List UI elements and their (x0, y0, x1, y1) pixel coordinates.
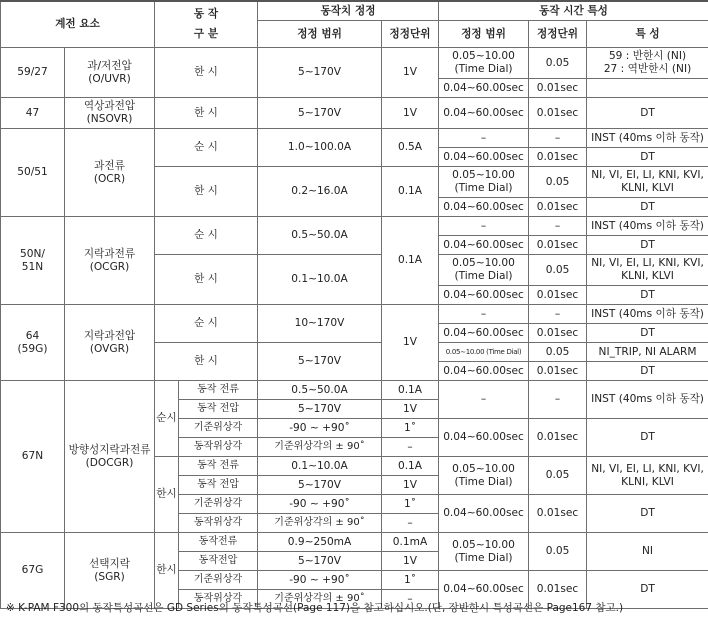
time-unit-cell: 0.01sec (529, 495, 587, 533)
table-row (1, 217, 708, 236)
setting-unit-cell: 0.1mA (382, 533, 439, 552)
setting-unit-cell: 0.1A (382, 381, 439, 400)
sub-item-cell: 동작전압 (179, 552, 258, 571)
header-time-group: 동작 시간 특성 (439, 1, 708, 21)
feature-cell: INST (40ms 이하 동작) (587, 217, 708, 236)
setting-unit-cell: 0.1A (382, 217, 439, 305)
time-range-cell: 0.04∼60.00sec (439, 286, 529, 305)
time-unit-cell: 0.05 (529, 167, 587, 198)
table-row (1, 48, 708, 79)
setting-range-cell: -90 ∼ +90˚ (258, 419, 382, 438)
feature-cell: DT (587, 362, 708, 381)
feature-cell: NI, VI, EI, LI, KNI, KVI, KLNI, KLVI (587, 167, 708, 198)
time-unit-cell: 0.01sec (529, 236, 587, 255)
setting-range-cell: 1.0∼100.0A (258, 129, 382, 167)
name-cell: 방향성지락과전류 (DOCGR) (65, 381, 155, 533)
setting-range-cell: -90 ∼ +90˚ (258, 571, 382, 590)
name-cell: 과/저전압 (O/UVR) (65, 48, 155, 98)
code-cell: 64 (59G) (1, 305, 65, 381)
name-cell: 지락과전류 (OCGR) (65, 217, 155, 305)
setting-range-cell: 5∼170V (258, 400, 382, 419)
setting-unit-cell: 1V (382, 476, 439, 495)
time-range-cell: 0.05∼10.00 (Time Dial) (439, 255, 529, 286)
time-unit-cell: 0.05 (529, 343, 587, 362)
feature-cell: INST (40ms 이하 동작) (587, 305, 708, 324)
time-unit-cell: 0.01sec (529, 148, 587, 167)
code-cell: 50N/ 51N (1, 217, 65, 305)
sub-item-cell: 동작전류 (179, 533, 258, 552)
op-type-cell: 한 시 (155, 255, 258, 305)
time-range-cell: 0.04∼60.00sec (439, 419, 529, 457)
setting-unit-cell: 1˚ (382, 495, 439, 514)
feature-cell: DT (587, 419, 708, 457)
time-range-cell: 0.04∼60.00sec (439, 324, 529, 343)
setting-unit-cell: – (382, 438, 439, 457)
header-feature: 특 성 (587, 21, 708, 48)
feature-cell: DT (587, 198, 708, 217)
feature-cell: INST (40ms 이하 동작) (587, 381, 708, 419)
op-type-vertical: 순시 (155, 381, 179, 457)
header-setting-unit: 정정단위 (382, 21, 439, 48)
code-cell: 50/51 (1, 129, 65, 217)
feature-cell: DT (587, 148, 708, 167)
op-type-cell: 한 시 (155, 343, 258, 381)
time-unit-cell: 0.01sec (529, 286, 587, 305)
time-unit-cell: 0.05 (529, 255, 587, 286)
table-row (1, 98, 708, 129)
feature-cell: NI, VI, EI, LI, KNI, KVI, KLNI, KLVI (587, 457, 708, 495)
op-type-cell: 한 시 (155, 167, 258, 217)
op-type-cell: 순 시 (155, 217, 258, 255)
setting-range-cell: 0.9∼250mA (258, 533, 382, 552)
op-type-vertical: 한시 (155, 533, 179, 609)
table-row (1, 533, 708, 552)
sub-item-cell: 기준위상각 (179, 419, 258, 438)
setting-unit-cell: 0.1A (382, 167, 439, 217)
time-unit-cell: – (529, 217, 587, 236)
setting-range-cell: 0.1∼10.0A (258, 255, 382, 305)
setting-unit-cell: 1˚ (382, 571, 439, 590)
feature-cell: DT (587, 286, 708, 305)
setting-unit-cell: 1V (382, 98, 439, 129)
sub-item-cell: 동작위상각 (179, 590, 258, 609)
time-range-cell: 0.04∼60.00sec (439, 571, 529, 609)
setting-range-cell: 5∼170V (258, 98, 382, 129)
time-range-cell: 0.04∼60.00sec (439, 148, 529, 167)
time-range-cell: – (439, 305, 529, 324)
time-range-cell: – (439, 129, 529, 148)
time-unit-cell: 0.01sec (529, 98, 587, 129)
time-range-cell: 0.04∼60.00sec (439, 79, 529, 98)
name-cell: 지락과전압 (OVGR) (65, 305, 155, 381)
setting-unit-cell: – (382, 514, 439, 533)
time-range-cell: 0.04∼60.00sec (439, 362, 529, 381)
setting-unit-cell: 1V (382, 400, 439, 419)
time-range-cell: – (439, 217, 529, 236)
feature-cell: DT (587, 571, 708, 609)
feature-cell: NI (587, 533, 708, 571)
op-type-cell: 순 시 (155, 129, 258, 167)
time-range-cell: – (439, 381, 529, 419)
setting-range-cell: 10∼170V (258, 305, 382, 343)
op-type-cell: 순 시 (155, 305, 258, 343)
time-unit-cell: – (529, 381, 587, 419)
name-cell: 역상과전압 (NSOVR) (65, 98, 155, 129)
table-row (1, 129, 708, 148)
feature-cell: INST (40ms 이하 동작) (587, 129, 708, 148)
setting-range-cell: 0.5∼50.0A (258, 381, 382, 400)
feature-cell (587, 79, 708, 98)
op-type-vertical: 한시 (155, 457, 179, 533)
time-range-cell: 0.05∼10.00 (Time Dial) (439, 343, 529, 362)
op-type-cell: 한 시 (155, 98, 258, 129)
time-unit-cell: – (529, 129, 587, 148)
sub-item-cell: 기준위상각 (179, 495, 258, 514)
feature-cell: 59 : 반한시 (NI) 27 : 역반한시 (NI) (587, 48, 708, 79)
code-cell: 47 (1, 98, 65, 129)
setting-range-cell: 기준위상각의 ± 90˚ (258, 514, 382, 533)
sub-item-cell: 동작 전류 (179, 381, 258, 400)
feature-cell: NI_TRIP, NI ALARM (587, 343, 708, 362)
feature-cell: DT (587, 98, 708, 129)
feature-cell: NI, VI, EI, LI, KNI, KVI, KLNI, KLVI (587, 255, 708, 286)
time-range-cell: 0.05∼10.00 (Time Dial) (439, 457, 529, 495)
header-row-1 (1, 1, 708, 21)
setting-unit-cell: 0.5A (382, 129, 439, 167)
setting-unit-cell: 1V (382, 552, 439, 571)
time-unit-cell: 0.05 (529, 457, 587, 495)
time-range-cell: 0.04∼60.00sec (439, 98, 529, 129)
sub-item-cell: 동작 전류 (179, 457, 258, 476)
code-cell: 67G (1, 533, 65, 609)
time-unit-cell: 0.01sec (529, 198, 587, 217)
setting-range-cell: 5∼170V (258, 476, 382, 495)
setting-unit-cell: 1V (382, 305, 439, 381)
sub-item-cell: 동작 전압 (179, 400, 258, 419)
header-element: 계전 요소 (1, 1, 155, 48)
feature-cell: DT (587, 324, 708, 343)
sub-item-cell: 동작 전압 (179, 476, 258, 495)
feature-cell: DT (587, 236, 708, 255)
header-time-unit: 정정단위 (529, 21, 587, 48)
setting-range-cell: 기준위상각의 ± 90˚ (258, 590, 382, 609)
sub-item-cell: 동작위상각 (179, 514, 258, 533)
name-cell: 과전류 (OCR) (65, 129, 155, 217)
name-cell: 선택지락 (SGR) (65, 533, 155, 609)
time-unit-cell: 0.01sec (529, 362, 587, 381)
feature-cell: DT (587, 495, 708, 533)
setting-range-cell: 5∼170V (258, 48, 382, 98)
time-unit-cell: – (529, 305, 587, 324)
table-row (1, 305, 708, 324)
time-unit-cell: 0.01sec (529, 79, 587, 98)
setting-unit-cell: 1V (382, 48, 439, 98)
time-range-cell: 0.04∼60.00sec (439, 495, 529, 533)
sub-item-cell: 동작위상각 (179, 438, 258, 457)
code-cell: 67N (1, 381, 65, 533)
setting-unit-cell: – (382, 590, 439, 609)
time-unit-cell: 0.01sec (529, 419, 587, 457)
time-range-cell: 0.04∼60.00sec (439, 198, 529, 217)
op-type-cell: 한 시 (155, 48, 258, 98)
time-range-cell: 0.05∼10.00 (Time Dial) (439, 167, 529, 198)
footnote: ※ K-PAM F300의 동작특성곡선은 GD Series의 동작특성곡선(Page 117)을 참고하십시오.(단, 장반한시 특성곡선은 Page167 참고.) (6, 602, 624, 614)
setting-unit-cell: 0.1A (382, 457, 439, 476)
setting-range-cell: 5∼170V (258, 343, 382, 381)
header-setting-range: 정정 범위 (258, 21, 382, 48)
code-cell: 59/27 (1, 48, 65, 98)
time-unit-cell: 0.01sec (529, 324, 587, 343)
table-row (1, 381, 708, 400)
header-time-range: 정정 범위 (439, 21, 529, 48)
time-unit-cell: 0.05 (529, 533, 587, 571)
time-unit-cell: 0.05 (529, 48, 587, 79)
setting-unit-cell: 1˚ (382, 419, 439, 438)
time-unit-cell: 0.01sec (529, 571, 587, 609)
setting-range-cell: -90 ∼ +90˚ (258, 495, 382, 514)
setting-range-cell: 5∼170V (258, 552, 382, 571)
setting-range-cell: 기준위상각의 ± 90˚ (258, 438, 382, 457)
header-op-type: 동 작 구 분 (155, 1, 258, 48)
time-range-cell: 0.04∼60.00sec (439, 236, 529, 255)
setting-range-cell: 0.2∼16.0A (258, 167, 382, 217)
sub-item-cell: 기준위상각 (179, 571, 258, 590)
setting-range-cell: 0.1∼10.0A (258, 457, 382, 476)
time-range-cell: 0.05∼10.00 (Time Dial) (439, 48, 529, 79)
time-range-cell: 0.05∼10.00 (Time Dial) (439, 533, 529, 571)
header-setting-group: 동작치 정정 (258, 1, 439, 21)
setting-range-cell: 0.5∼50.0A (258, 217, 382, 255)
